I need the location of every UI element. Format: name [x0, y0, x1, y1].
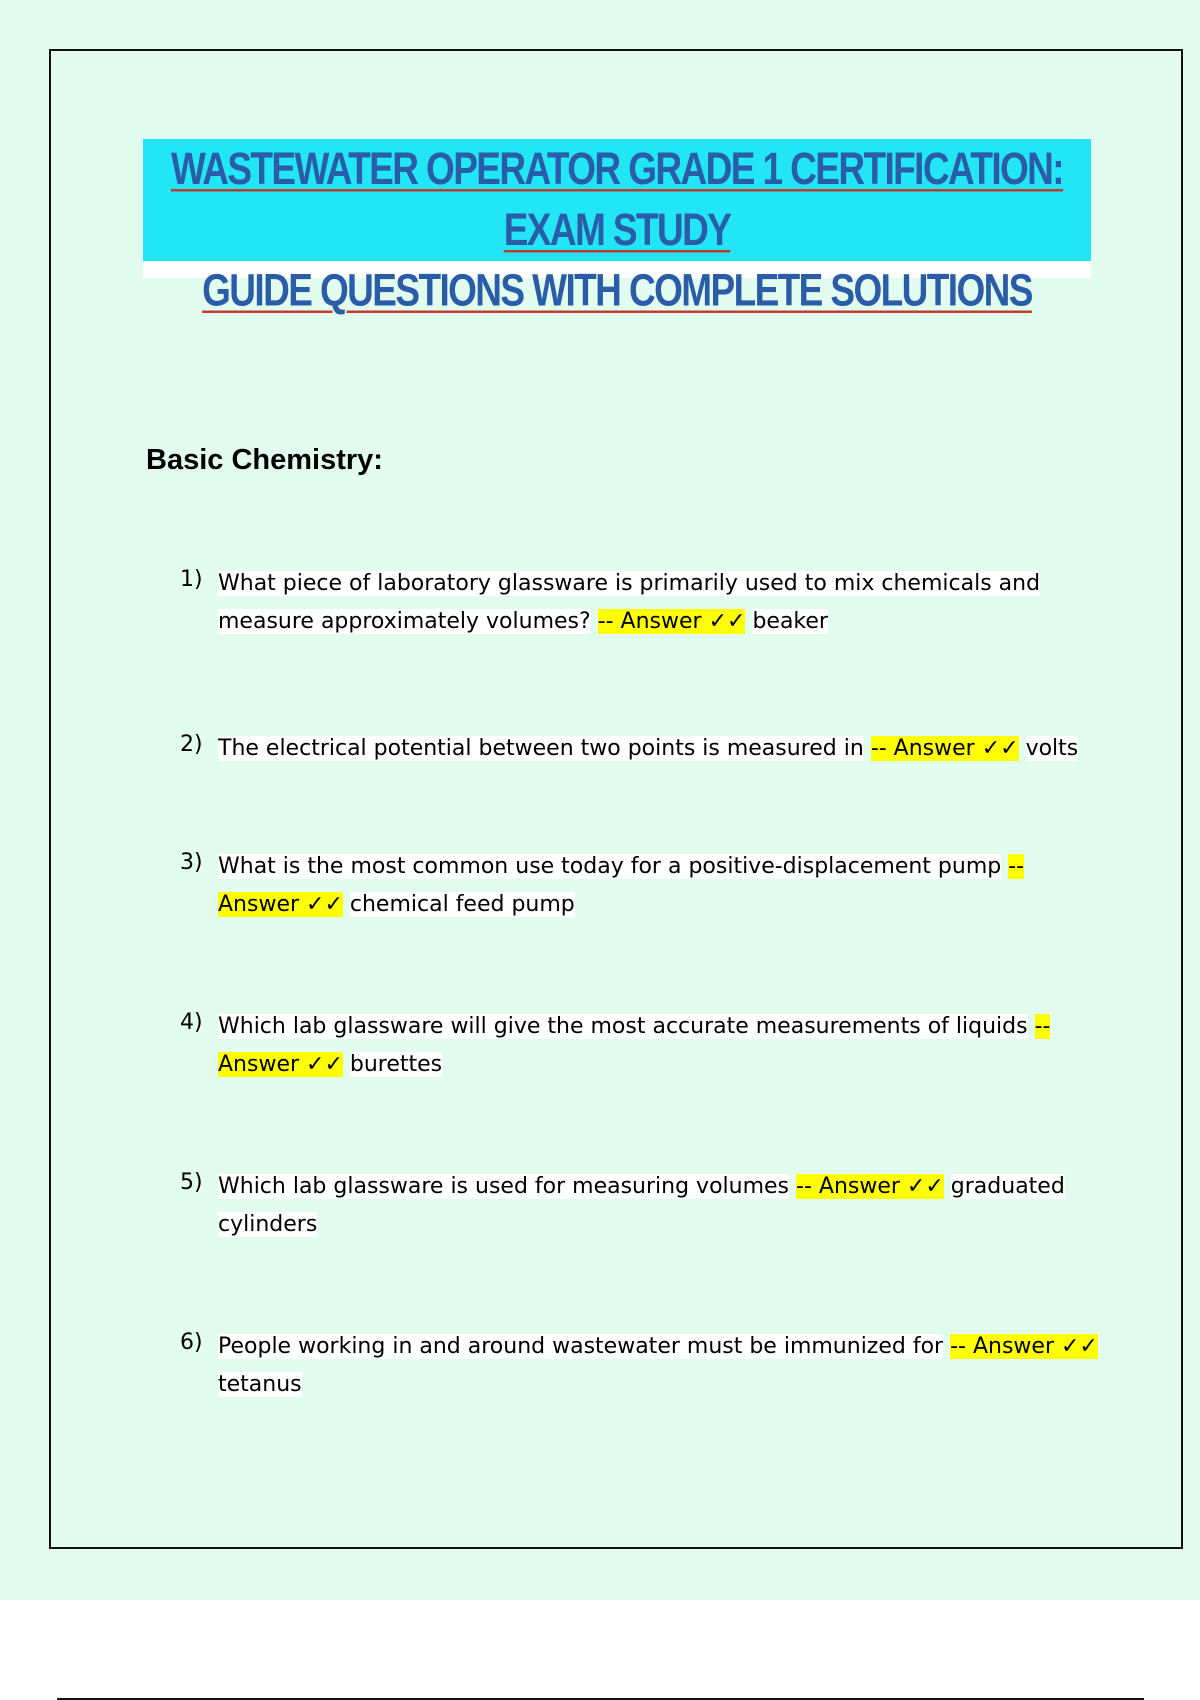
answer-text: volts: [1025, 736, 1079, 761]
question-text: The electrical potential between two points is measured in: [218, 736, 864, 761]
answer-text: tetanus: [218, 1372, 302, 1397]
question-number: 5): [180, 1170, 203, 1195]
question-number: 1): [180, 567, 203, 592]
section-heading: Basic Chemistry:: [146, 444, 383, 476]
question-text: What piece of laboratory glassware is primarily used to mix chemicals and measure approximately volumes?: [218, 571, 1041, 634]
question-item: [180, 1008, 1100, 1084]
question-number: 3): [180, 850, 203, 875]
title-line-1: WASTEWATER OPERATOR GRADE 1 CERTIFICATION: EXAM STUDY: [143, 139, 1091, 261]
answer-text: chemical feed pump: [349, 892, 575, 917]
answer-text: graduated cylinders: [218, 1174, 1065, 1237]
question-item: [180, 1168, 1100, 1244]
question-text: Which lab glassware is used for measuring volumes: [218, 1174, 790, 1199]
question-item: [180, 1328, 1100, 1404]
question-number: 4): [180, 1010, 203, 1035]
question-item: [180, 848, 1100, 924]
question-text: Which lab glassware will give the most accurate measurements of liquids: [218, 1014, 1028, 1039]
answer-marker: -- Answer ✓✓: [796, 1174, 944, 1199]
answer-marker: -- Answer ✓✓: [870, 736, 1019, 761]
question-item: [180, 565, 1100, 641]
question-item: [180, 730, 1100, 768]
title-line-2: GUIDE QUESTIONS WITH COMPLETE SOLUTIONS: [202, 265, 1032, 316]
answer-marker: -- Answer ✓✓: [218, 1014, 1051, 1077]
answer-text: burettes: [349, 1052, 443, 1077]
question-text: What is the most common use today for a positive-displacement pump: [218, 854, 1002, 879]
document-title: [143, 140, 1091, 316]
question-number: 6): [180, 1330, 203, 1355]
answer-marker: -- Answer ✓✓: [218, 854, 1025, 917]
answer-marker: -- Answer ✓✓: [950, 1334, 1098, 1359]
question-number: 2): [180, 732, 203, 757]
answer-text: beaker: [752, 609, 828, 634]
question-text: People working in and around wastewater must be immunized for: [218, 1334, 944, 1359]
answer-marker: -- Answer ✓✓: [597, 609, 746, 634]
